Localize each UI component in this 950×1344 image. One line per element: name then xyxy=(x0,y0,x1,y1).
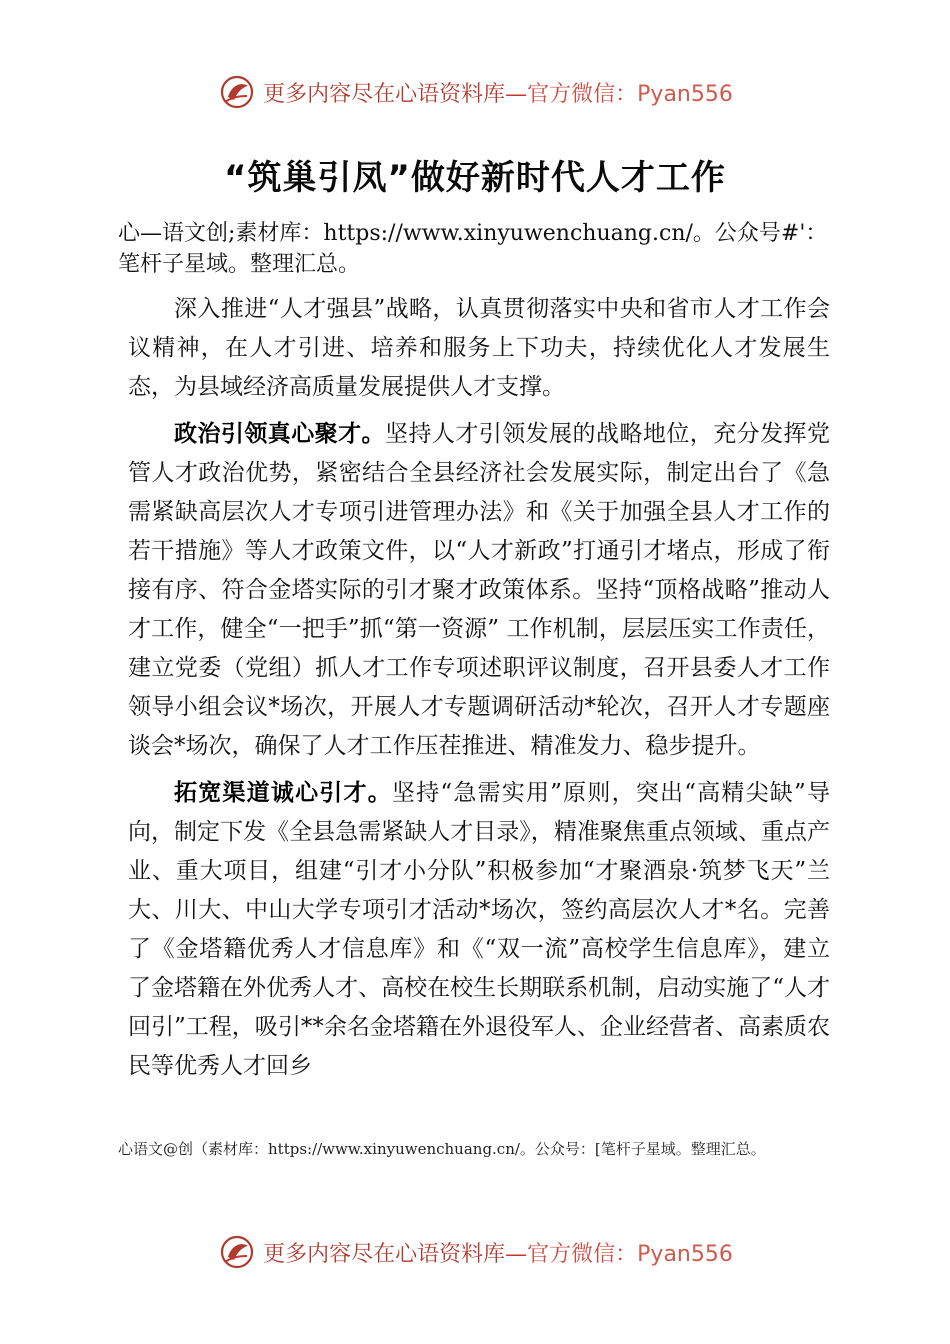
banner-main: 更多内容尽在心语资料库 xyxy=(263,1241,506,1267)
banner-wechat-id: Pyan556 xyxy=(637,81,733,107)
logo-icon xyxy=(217,74,257,110)
banner-wechat-label: 官方微信： xyxy=(527,1241,638,1267)
logo-icon xyxy=(217,1234,257,1270)
footer-source-line: 心语文@创（素材库：https://www.xinyuwenchuang.cn/。公众号：[笔杆子星域。整理汇总。 xyxy=(118,1140,766,1158)
banner-wechat-id: Pyan556 xyxy=(637,1241,733,1267)
banner-text xyxy=(263,1237,733,1268)
source-line: 心—语文创;素材库：https://www.xinyuwenchuang.cn/。公众号#'：笔杆子星域。整理汇总。 xyxy=(118,221,828,277)
paragraph-political-leadership xyxy=(128,415,830,766)
banner-separator: — xyxy=(505,1241,528,1267)
paragraph-lead: 政治引领真心聚才。 xyxy=(174,421,385,447)
footer-banner xyxy=(0,1232,950,1272)
paragraph-text: 深入推进“人才强县”战略，认真贯彻落实中央和省市人才工作会议精神，在人才引进、培养和服务上下功夫，持续优化人才发展生态，为县域经济高质量发展提供人才支撑。 xyxy=(128,296,830,400)
header-banner xyxy=(0,72,950,112)
paragraph-text: 坚持“急需实用”原则，突出“高精尖缺”导向，制定下发《全县急需紧缺人才目录》，精准聚焦重点领域、重点产业、重大项目，组建“引才小分队”积极参加“才聚酒泉·筑梦飞天”兰大、川大、中山大学专项引才活动*场次，签约高层次人才*名。完善了《金塔籍优秀人才信息库》和《“双一流”高校学生信息库》，建立了金塔籍在外优秀人才、高校在校生长期联系机制，启动实施了“人才回引”工程，吸引**余名金塔籍在外退役军人、企业经营者、高素质农民等优秀人才回乡 xyxy=(128,780,830,1079)
paragraph-text: 坚持人才引领发展的战略地位，充分发挥党管人才政治优势，紧密结合全县经济社会发展实际，制定出台了《急需紧缺高层次人才专项引进管理办法》和《关于加强全县人才工作的若干措施》等人才政策文件，以“人才新政”打通引才堵点，形成了衔接有序、符合金塔实际的引才聚才政策体系。坚持“顶格战略”推动人才工作，健全“一把手”抓“第一资源” 工作机制，层层压实工作责任，建立党委（党组）抓人才工作专项述职评议制度，召开县委人才工作领导小组会议*场次，开展人才专题调研活动*轮次，召开人才专题座谈会*场次，确保了人才工作压茬推进、精准发力、稳步提升。 xyxy=(128,421,830,759)
paragraph-channels xyxy=(128,774,830,1086)
banner-text xyxy=(263,77,733,108)
document-body xyxy=(128,290,830,1086)
banner-wechat-label: 官方微信： xyxy=(527,81,638,107)
banner-main: 更多内容尽在心语资料库 xyxy=(263,81,506,107)
paragraph-intro xyxy=(128,290,830,407)
banner-separator: — xyxy=(505,81,528,107)
paragraph-lead: 拓宽渠道诚心引才。 xyxy=(174,780,392,806)
document-title: “筑巢引凤”做好新时代人才工作 xyxy=(224,158,726,198)
